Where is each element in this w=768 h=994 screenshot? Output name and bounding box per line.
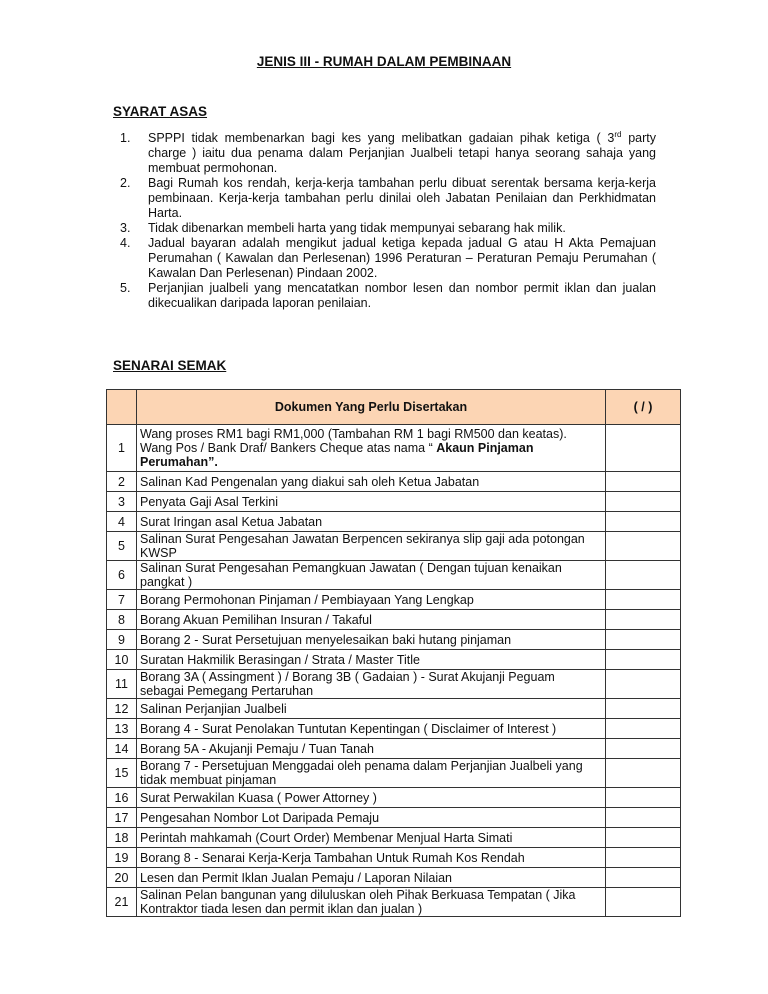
row-number: 14 — [107, 739, 137, 759]
table-row — [107, 848, 681, 868]
table-row — [107, 868, 681, 888]
row-number: 21 — [107, 888, 137, 917]
table-row — [107, 630, 681, 650]
table-row — [107, 610, 681, 630]
item-number: 5. — [120, 281, 131, 295]
item-number: 2. — [120, 176, 131, 190]
row-document: Borang Permohonan Pinjaman / Pembiayaan Yang Lengkap — [137, 590, 606, 610]
row-number: 6 — [107, 561, 137, 590]
list-item — [113, 221, 656, 236]
header-check: ( / ) — [606, 390, 681, 425]
row-check-cell[interactable] — [606, 425, 681, 472]
item-text: Jadual bayaran adalah mengikut jadual ketiga kepada jadual G atau H Akta Pemajuan Perumahan ( Kawalan dan Perlesenan) 1996 Peraturan – Peraturan Pemaju Perumahan ( Kawalan Dan Perlesenan) Pindaan 2002. — [148, 236, 656, 280]
row-document: Pengesahan Nombor Lot Daripada Pemaju — [137, 808, 606, 828]
row-check-cell[interactable] — [606, 888, 681, 917]
row-document — [137, 425, 606, 472]
table-row — [107, 590, 681, 610]
table-row — [107, 650, 681, 670]
row-check-cell[interactable] — [606, 759, 681, 788]
item-text: SPPPI tidak membenarkan bagi kes yang melibatkan gadaian pihak ketiga ( 3 — [148, 131, 615, 145]
row-check-cell[interactable] — [606, 561, 681, 590]
row-number: 10 — [107, 650, 137, 670]
row-number: 9 — [107, 630, 137, 650]
item-text-cont: party charge ) iaitu dua penama dalam Perjanjian Jualbeli tetapi hanya seorang sahaja yang membuat permohonan. — [148, 131, 656, 175]
row-document: Salinan Surat Pengesahan Jawatan Berpencen sekiranya slip gaji ada potongan KWSP — [137, 532, 606, 561]
row-number: 19 — [107, 848, 137, 868]
row-document: Suratan Hakmilik Berasingan / Strata / Master Title — [137, 650, 606, 670]
row-document: Perintah mahkamah (Court Order) Membenar Menjual Harta Simati — [137, 828, 606, 848]
table-row — [107, 670, 681, 699]
row-document: Salinan Surat Pengesahan Pemangkuan Jawatan ( Dengan tujuan kenaikan pangkat ) — [137, 561, 606, 590]
row-document: Borang 4 - Surat Penolakan Tuntutan Kepentingan ( Disclaimer of Interest ) — [137, 719, 606, 739]
row-number: 2 — [107, 472, 137, 492]
row-check-cell[interactable] — [606, 868, 681, 888]
table-row — [107, 759, 681, 788]
row-check-cell[interactable] — [606, 808, 681, 828]
row-number: 7 — [107, 590, 137, 610]
item-number: 4. — [120, 236, 131, 250]
list-item — [113, 236, 656, 281]
row-document: Borang 8 - Senarai Kerja-Kerja Tambahan Untuk Rumah Kos Rendah — [137, 848, 606, 868]
row-check-cell[interactable] — [606, 670, 681, 699]
row-document: Borang 3A ( Assingment ) / Borang 3B ( Gadaian ) - Surat Akujanji Peguam sebagai Pemegang Pertaruhan — [137, 670, 606, 699]
row-number: 5 — [107, 532, 137, 561]
row-check-cell[interactable] — [606, 828, 681, 848]
row-number: 17 — [107, 808, 137, 828]
row-number: 1 — [107, 425, 137, 472]
row-check-cell[interactable] — [606, 848, 681, 868]
list-item — [113, 176, 656, 221]
list-item — [113, 281, 656, 311]
row1-line1: Wang proses RM1 bagi RM1,000 (Tambahan RM 1 bagi RM500 dan keatas). — [140, 427, 567, 441]
row-document: Salinan Perjanjian Jualbeli — [137, 699, 606, 719]
table-row — [107, 699, 681, 719]
row-document: Borang 7 - Persetujuan Menggadai oleh penama dalam Perjanjian Jualbeli yang tidak membuat pinjaman — [137, 759, 606, 788]
list-item — [113, 131, 656, 176]
table-row — [107, 472, 681, 492]
table-row — [107, 888, 681, 917]
row-number: 11 — [107, 670, 137, 699]
row-document: Lesen dan Permit Iklan Jualan Pemaju / Laporan Nilaian — [137, 868, 606, 888]
item-number: 1. — [120, 131, 131, 145]
item-text: Bagi Rumah kos rendah, kerja-kerja tambahan perlu dibuat serentak bersama kerja-kerja pembinaan. Kerja-kerja tambahan perlu dinilai oleh Jabatan Penilaian dan Perkhidmatan Harta. — [148, 176, 656, 220]
row-document: Penyata Gaji Asal Terkini — [137, 492, 606, 512]
row1-line2: Wang Pos / Bank Draf/ Bankers Cheque atas nama “ — [140, 441, 437, 455]
row-number: 8 — [107, 610, 137, 630]
checklist-table — [106, 389, 681, 917]
table-row — [107, 788, 681, 808]
row-check-cell[interactable] — [606, 699, 681, 719]
row-document: Borang 2 - Surat Persetujuan menyelesaikan baki hutang pinjaman — [137, 630, 606, 650]
row-number: 13 — [107, 719, 137, 739]
table-row — [107, 808, 681, 828]
item-number: 3. — [120, 221, 131, 235]
row-check-cell[interactable] — [606, 532, 681, 561]
row-check-cell[interactable] — [606, 590, 681, 610]
table-header-row — [107, 390, 681, 425]
row-document: Salinan Kad Pengenalan yang diakui sah oleh Ketua Jabatan — [137, 472, 606, 492]
row-check-cell[interactable] — [606, 719, 681, 739]
row-check-cell[interactable] — [606, 630, 681, 650]
row-document: Borang 5A - Akujanji Pemaju / Tuan Tanah — [137, 739, 606, 759]
table-row — [107, 739, 681, 759]
row1-bold: Akaun Pinjaman Perumahan”. — [140, 441, 534, 469]
row-number: 16 — [107, 788, 137, 808]
row-check-cell[interactable] — [606, 610, 681, 630]
row-check-cell[interactable] — [606, 788, 681, 808]
row-number: 4 — [107, 512, 137, 532]
table-row — [107, 828, 681, 848]
row-document: Salinan Pelan bangunan yang diluluskan oleh Pihak Berkuasa Tempatan ( Jika Kontraktor tiada lesen dan permit iklan dan jualan ) — [137, 888, 606, 917]
page-title: JENIS III - RUMAH DALAM PEMBINAAN — [256, 54, 512, 69]
row-number: 20 — [107, 868, 137, 888]
syarat-list — [113, 131, 656, 311]
item-text: Perjanjian jualbeli yang mencatatkan nombor lesen dan nombor permit iklan dan jualan dikecualikan daripada laporan penilaian. — [148, 281, 656, 310]
row-number: 3 — [107, 492, 137, 512]
row-check-cell[interactable] — [606, 472, 681, 492]
row-check-cell[interactable] — [606, 650, 681, 670]
table-row — [107, 492, 681, 512]
header-num-cell — [107, 390, 137, 425]
row-check-cell[interactable] — [606, 492, 681, 512]
syarat-heading: SYARAT ASAS — [113, 104, 208, 119]
row-number: 12 — [107, 699, 137, 719]
row-check-cell[interactable] — [606, 739, 681, 759]
item-text: Tidak dibenarkan membeli harta yang tidak mempunyai sebarang hak milik. — [148, 221, 566, 235]
senarai-heading: SENARAI SEMAK — [113, 358, 227, 373]
row-number: 18 — [107, 828, 137, 848]
row-document: Surat Iringan asal Ketua Jabatan — [137, 512, 606, 532]
table-row — [107, 719, 681, 739]
table-row — [107, 532, 681, 561]
table-row — [107, 561, 681, 590]
header-document: Dokumen Yang Perlu Disertakan — [137, 390, 606, 425]
row-document: Surat Perwakilan Kuasa ( Power Attorney ) — [137, 788, 606, 808]
row-document: Borang Akuan Pemilihan Insuran / Takaful — [137, 610, 606, 630]
table-row — [107, 425, 681, 472]
row-check-cell[interactable] — [606, 512, 681, 532]
superscript: rd — [614, 130, 622, 139]
table-row — [107, 512, 681, 532]
row-number: 15 — [107, 759, 137, 788]
